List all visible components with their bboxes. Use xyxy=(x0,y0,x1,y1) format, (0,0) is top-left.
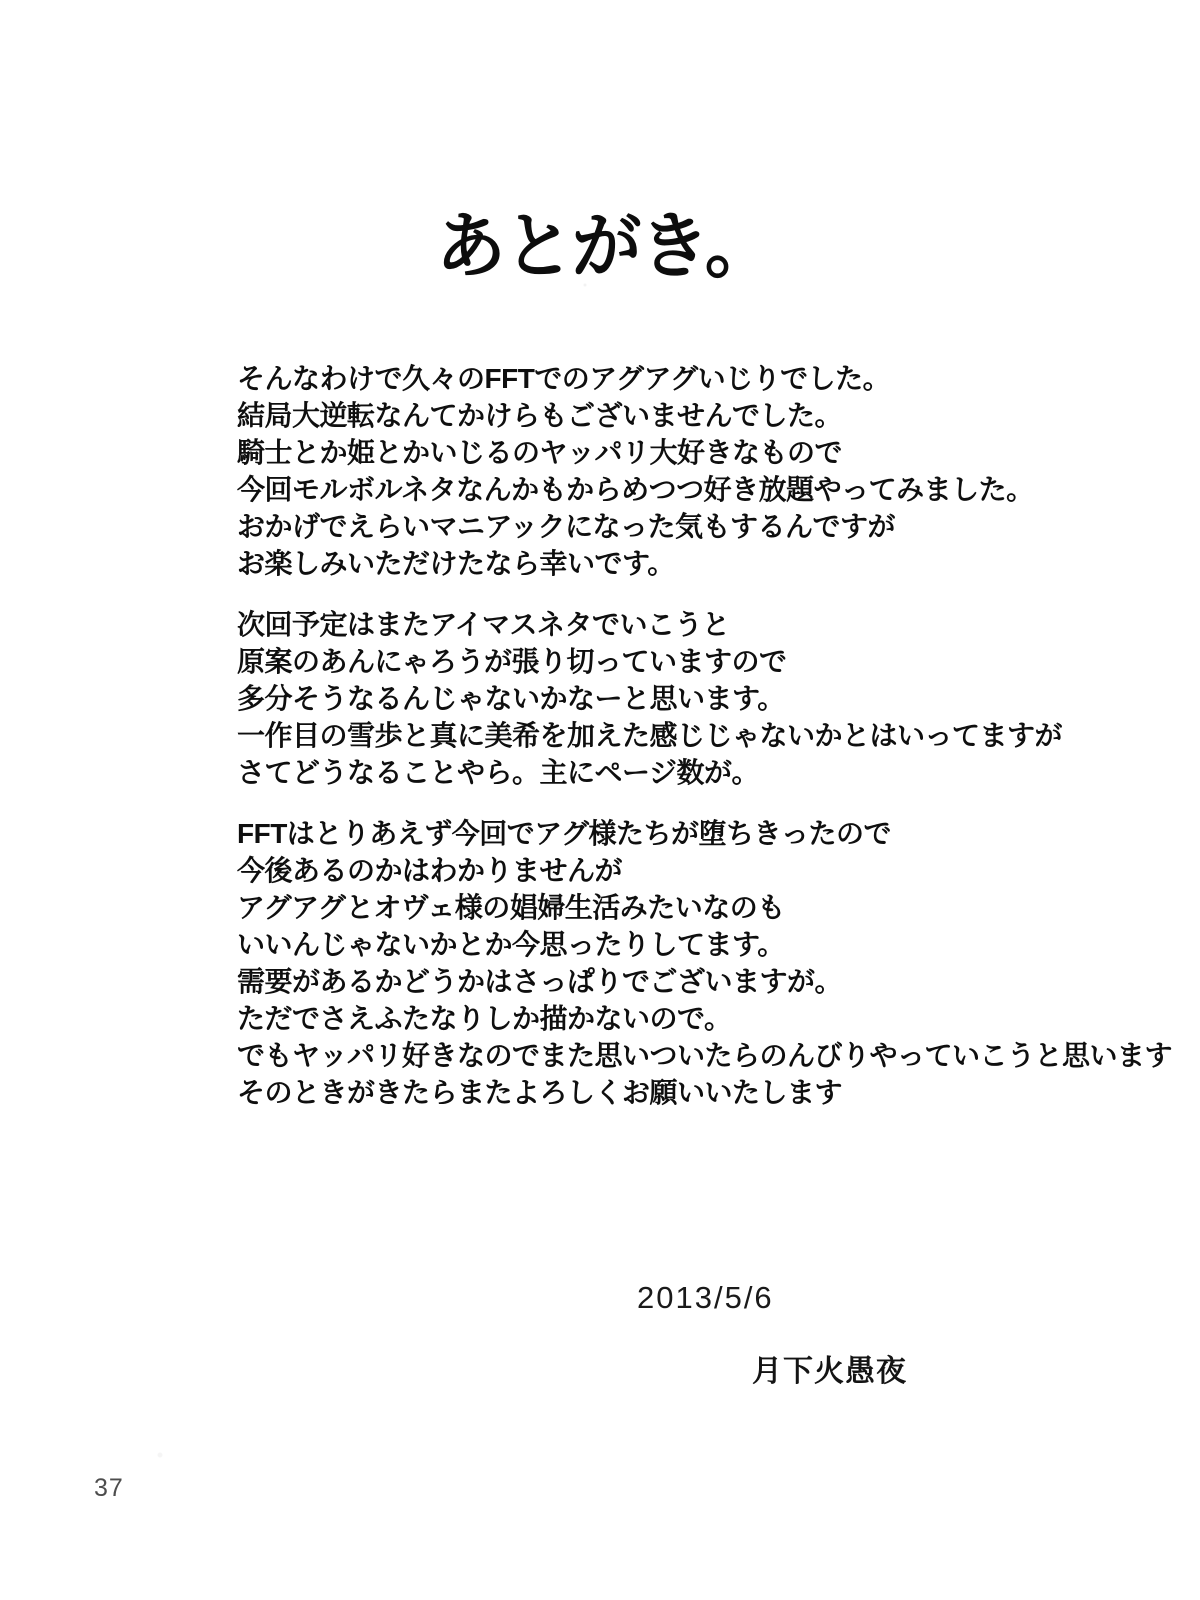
text-line: FFTはとりあえず今回でアグ様たちが堕ちきったので xyxy=(237,818,891,849)
paragraph xyxy=(237,360,1172,582)
author-signature: 月下火愚夜 xyxy=(752,1355,907,1388)
text-line: いいんじゃないかとか今思ったりしてます。 xyxy=(237,929,785,960)
text-line: そのときがきたらまたよろしくお願いいたします xyxy=(237,1077,843,1108)
text-line: でもヤッパリ好きなのでまた思いついたらのんびりやっていこうと思います xyxy=(237,1040,1173,1071)
text-line: お楽しみいただけたなら幸いです。 xyxy=(237,548,675,579)
text-line: 結局大逆転なんてかけらもございませんでした。 xyxy=(237,400,843,431)
text-line: ただでさえふたなりしか描かないので。 xyxy=(237,1003,732,1034)
text-line: おかげでえらいマニアックになった気もするんですが xyxy=(237,511,896,542)
text-line: 次回予定はまたアイマスネタでいこうと xyxy=(237,609,730,640)
text-line: 原案のあんにゃろうが張り切っていますので xyxy=(237,646,787,677)
text-line: 需要があるかどうかはさっぱりでございますが。 xyxy=(237,966,843,997)
text-line: 騎士とか姫とかいじるのヤッパリ大好きなもので xyxy=(237,437,843,468)
text-line: さてどうなることやら。主にページ数が。 xyxy=(237,757,759,788)
page-title: あとがき。 xyxy=(436,207,773,287)
text-line: そんなわけで久々のFFTでのアグアグいじりでした。 xyxy=(237,363,891,394)
text-line: アグアグとオヴェ様の娼婦生活みたいなのも xyxy=(237,892,785,923)
afterword-body xyxy=(237,360,1172,1135)
page-number: 37 xyxy=(94,1474,124,1502)
text-line: 今後あるのかはわかりませんが xyxy=(237,855,623,886)
paragraph xyxy=(237,815,1172,1111)
text-line: 一作目の雪歩と真に美希を加えた感じじゃないかとはいってますが xyxy=(237,720,1063,751)
date-text: 2013/5/6 xyxy=(637,1280,774,1315)
text-line: 今回モルボルネタなんかもからめつつ好き放題やってみました。 xyxy=(237,474,1034,505)
paragraph xyxy=(237,606,1172,791)
text-line: 多分そうなるんじゃないかなーと思います。 xyxy=(237,683,785,714)
